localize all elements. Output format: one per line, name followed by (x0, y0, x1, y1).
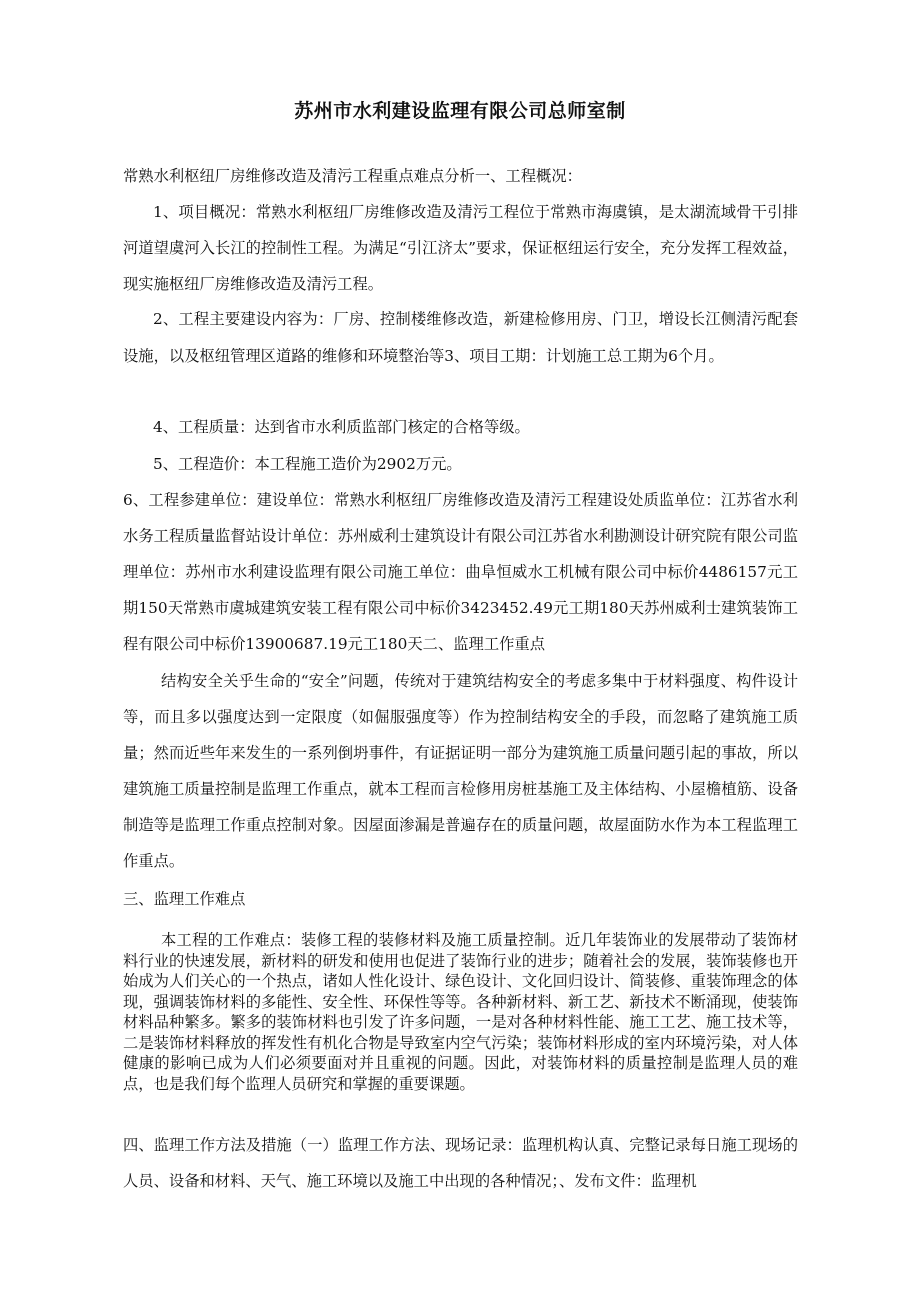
supervision-focus-paragraph: 结构安全关乎生命的“安全”问题，传统对于建筑结构安全的考虑多集中于材料强度、构件设计等，而且多以强度达到一定限度（如倔服强度等）作为控制结构安全的手段，而忽略了建筑施工质量；然而近些年来发生的一系列倒坍事件，有证据证明一部分为建筑施工质量问题引起的事故，所以建筑施工质量控制是监理工作重点，就本工程而言检修用房桩基施工及主体结构、小屋檐植筋、设备制造等是监理工作重点控制对象。因屋面渗漏是普遍存在的质量问题，故屋面防水作为本工程监理工作重点。 (123, 672, 798, 870)
project-overview-paragraph: 1、项目概况：常熟水利枢纽厂房维修改造及清污工程位于常熟市海虞镇，是太湖流域骨干引排河道望虞河入长江的控制性工程。为满足“引江济太”要求，保证枢纽运行安全，充分发挥工程效益，现实施枢纽厂房维修改造及清污工程。 (123, 203, 798, 293)
quality-paragraph: 4、工程质量：达到省市水利质监部门核定的合格等级。 (153, 418, 530, 436)
difficulty-paragraph: 本工程的工作难点：装修工程的装修材料及施工质量控制。近几年装饰业的发展带动了装饰材料行业的快速发展，新材料的研发和使用也促进了装饰行业的进步；随着社会的发展，装饰装修也开始成为人们关心的一个热点，诸如人性化设计、绿色设计、文化回归设计、简装修、重装饰理念的体现，强调装饰材料的多能性、安全性、环保性等等。各种新材料、新工艺、新技术不断涌现，使装饰材料品种繁多。繁多的装饰材料也引发了许多问题，一是对各种材料性能、施工工艺、施工技术等，二是装饰材料释放的挥发性有机化合物是导致室内空气污染；装饰材料形成的室内环境污染，对人体健康的影响已成为人们必须要面对并且重视的问题。因此，对装饰材料的质量控制是监理人员的难点，也是我们每个监理人员研究和掌握的重要课题。 (123, 931, 798, 1093)
cost-paragraph: 5、工程造价：本工程施工造价为2902万元。 (153, 455, 462, 473)
document-title: 苏州市水利建设监理有限公司总师室制 (294, 100, 626, 122)
participants-paragraph: 6、工程参建单位：建设单位：常熟水利枢纽厂房维修改造及清污工程建设处质监单位：江苏省水利水务工程质量监督站设计单位：苏州威利士建筑设计有限公司江苏省水利勘测设计研究院有限公司监理单位：苏州市水利建设监理有限公司施工单位：曲阜恒威水工机械有限公司中标价4486157元工期150天常熟市虞城建筑安装工程有限公司中标价3423452.49元工期180天苏州威利士建筑装饰工程有限公司中标价13900687.19元工180天二、监理工作重点 (123, 491, 798, 653)
section-3-heading: 三、监理工作难点 (123, 890, 246, 908)
construction-content-paragraph: 2、工程主要建设内容为：厂房、控制楼维修改造，新建检修用房、门卫，增设长江侧清污配套设施，以及枢纽管理区道路的维修和环境整治等3、项目工期：计划施工总工期为6个月。 (123, 310, 798, 365)
methods-paragraph: 四、监理工作方法及措施（一）监理工作方法、现场记录：监理机构认真、完整记录每日施工现场的人员、设备和材料、天气、施工环境以及施工中出现的各种情况；、发布文件：监理机 (123, 1136, 798, 1190)
intro-line: 常熟水利枢纽厂房维修改造及清污工程重点难点分析一、工程概况： (123, 167, 582, 185)
